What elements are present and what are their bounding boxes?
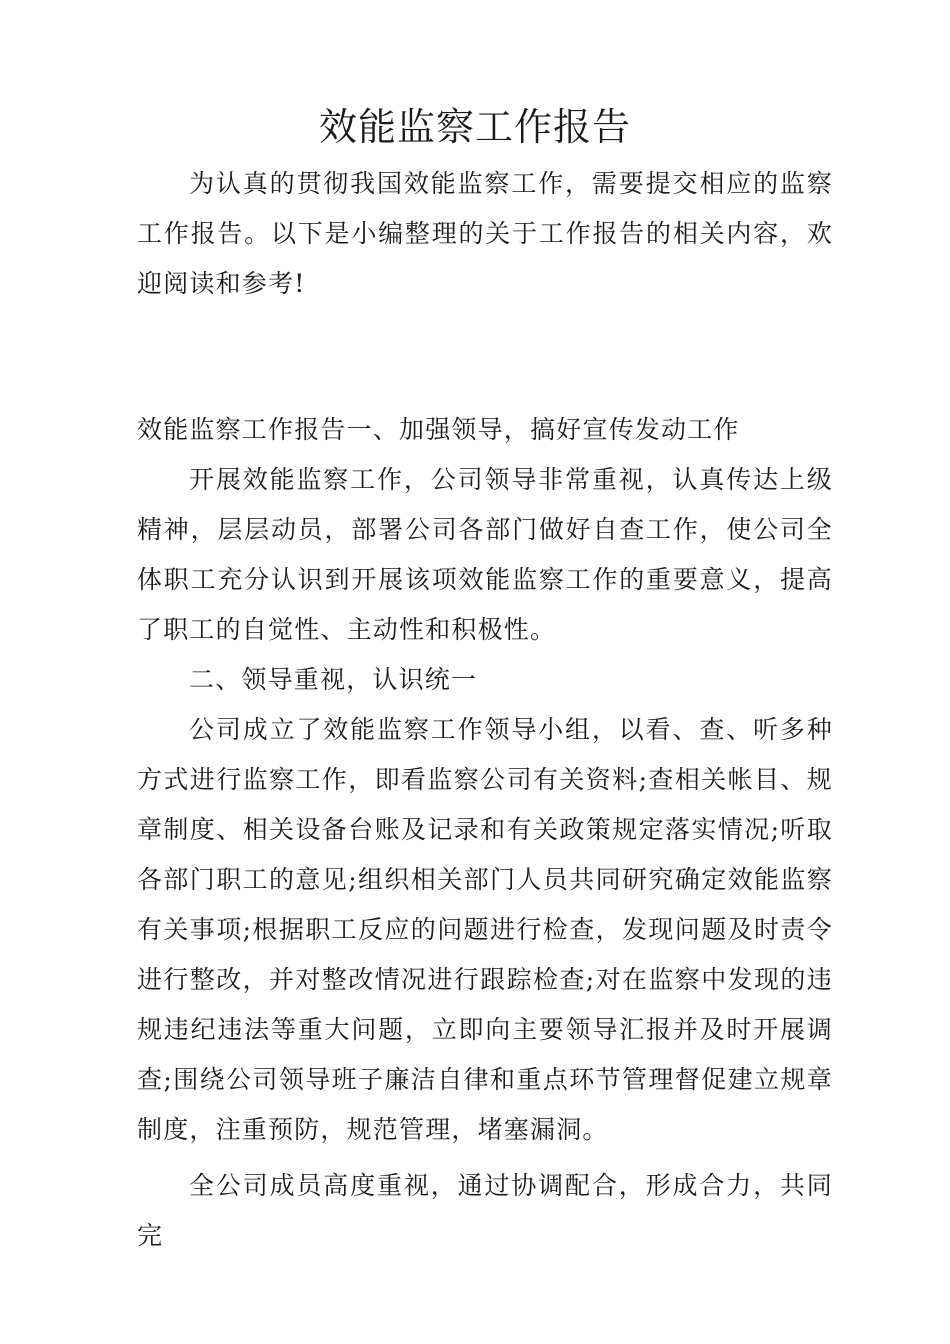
section-2-body: 公司成立了效能监察工作领导小组，以看、查、听多种方式进行监察工作，即看监察公司有关资料;查相关帐目、规章制度、相关设备台账及记录和有关政策规定落实情况;听取各部门职工的意见;组织相关部门人员共同研究确定效能监察有关事项;根据职工反应的问题进行检查，发现问题及时责令进行整改，并对整改情况进行跟踪检查;对在监察中发现的违规违纪违法等重大问题，立即向主要领导汇报并及时开展调查;围绕公司领导班子廉洁自律和重点环节管理督促建立规章制度，注重预防，规范管理，堵塞漏洞。 xyxy=(137,715,833,1144)
section-1-heading: 效能监察工作报告一、加强领导，搞好宣传发动工作 xyxy=(137,415,740,444)
intro-paragraph: 为认真的贯彻我国效能监察工作，需要提交相应的监察工作报告。以下是小编整理的关于工作报告的相关内容，欢迎阅读和参考! xyxy=(137,169,833,298)
section-2-heading: 二、领导重视，认识统一 xyxy=(189,665,478,694)
section-1-body: 开展效能监察工作，公司领导非常重视，认真传达上级精神，层层动员，部署公司各部门做好自查工作，使公司全体职工充分认识到开展该项效能监察工作的重要意义，提高了职工的自觉性、主动性和积极性。 xyxy=(137,465,833,644)
document-title: 效能监察工作报告 xyxy=(318,105,631,149)
section-3-body: 全公司成员高度重视，通过协调配合，形成合力，共同完 xyxy=(137,1171,833,1250)
